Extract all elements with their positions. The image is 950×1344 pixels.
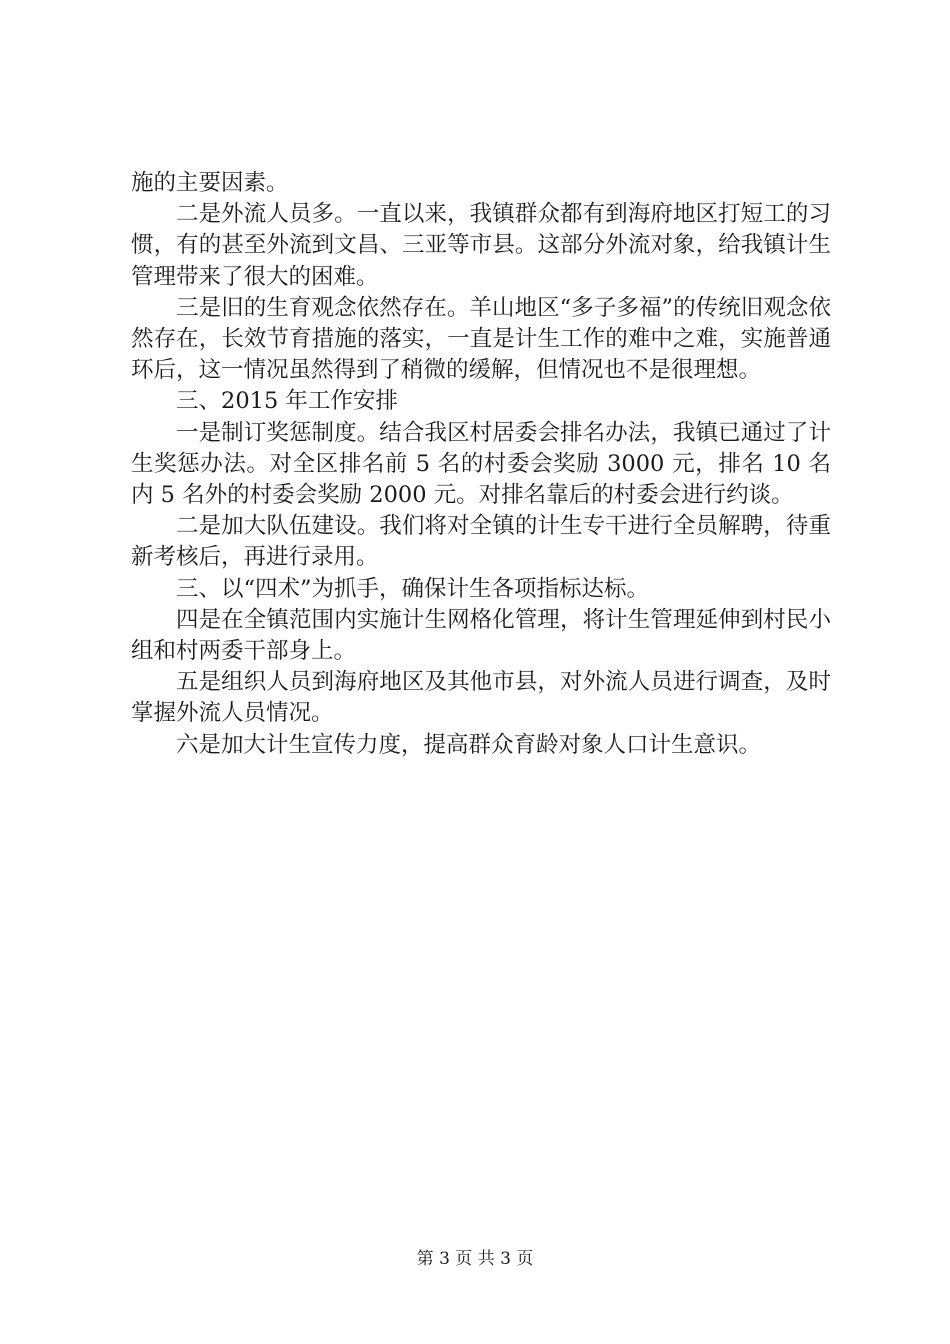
paragraph-9: 五是组织人员到海府地区及其他市县，对外流人员进行调查，及时掌握外流人员情况。 <box>131 669 831 727</box>
paragraph-3: 三是旧的生育观念依然存在。羊山地区“多子多福”的传统旧观念依然存在，长效节育措施的落实，一直是计生工作的难中之难，实施普通环后，这一情况虽然得到了稍微的缓解，但情况也不是很理想。 <box>131 294 831 384</box>
paragraph-5: 一是制订奖惩制度。结合我区村居委会排名办法，我镇已通过了计生奖惩办法。对全区排名前 5 名的村委会奖励 3000 元，排名 10 名内 5 名外的村委会奖励 2000 元。对排名靠后的村委会进行约谈。 <box>131 419 831 509</box>
document-body <box>131 168 831 761</box>
paragraph-7: 三、以“四术”为抓手，确保计生各项指标达标。 <box>176 575 650 602</box>
page-footer: 第 3 页 共 3 页 <box>416 1249 534 1269</box>
paragraph-8: 四是在全镇范围内实施计生网格化管理，将计生管理延伸到村民小组和村两委干部身上。 <box>131 606 831 665</box>
paragraph-1: 施的主要因素。 <box>131 170 289 196</box>
paragraph-2: 二是外流人员多。一直以来，我镇群众都有到海府地区打短工的习惯，有的甚至外流到文昌、三亚等市县。这部分外流对象，给我镇计生管理带来了很大的困难。 <box>131 201 831 290</box>
paragraph-10: 六是加大计生宣传力度，提高群众育龄对象人口计生意识。 <box>176 731 762 758</box>
paragraph-6: 二是加大队伍建设。我们将对全镇的计生专干进行全员解聘，待重新考核后，再进行录用。 <box>131 513 831 571</box>
section-heading: 三、2015 年工作安排 <box>176 388 398 415</box>
